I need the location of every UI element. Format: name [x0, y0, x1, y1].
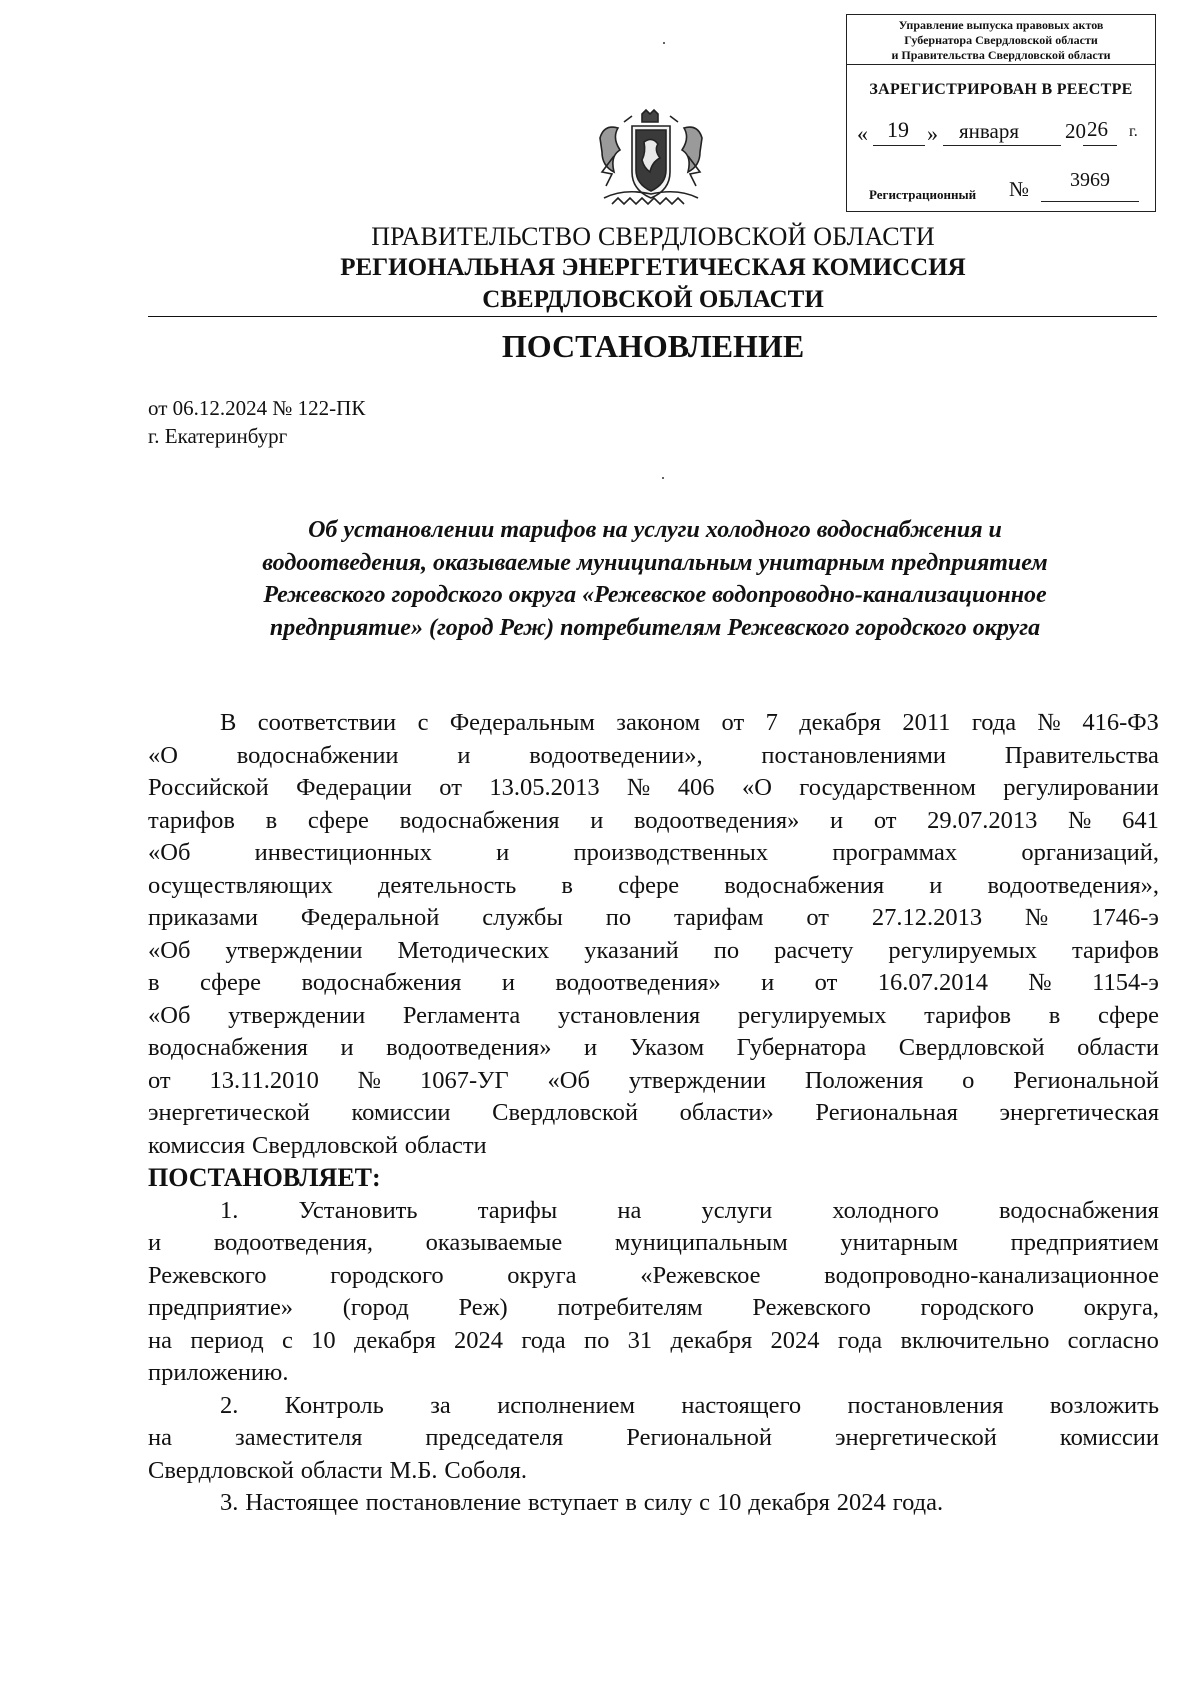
body-word: Методических	[397, 936, 550, 964]
body-word: водоснабжении	[236, 741, 399, 769]
body-word: предприятие»	[148, 1294, 294, 1321]
item-1-line	[148, 1325, 1159, 1358]
body-word: приказами	[148, 904, 259, 931]
body-word: года	[971, 709, 1017, 736]
body-word: №	[357, 1066, 382, 1094]
body-word: года.	[892, 1489, 944, 1516]
body-word: приложению.	[148, 1359, 289, 1386]
body-word: водоотведения»	[386, 1034, 552, 1061]
body-word: с	[281, 1326, 293, 1354]
body-word: 1746-э	[1091, 904, 1159, 931]
body-word: постановлениями	[761, 741, 946, 769]
document-subject	[150, 514, 1160, 644]
body-line	[148, 1000, 1159, 1033]
body-word: утверждении	[628, 1066, 766, 1094]
stamp-date-year-prefix: 20	[1065, 119, 1086, 143]
body-word: согласно	[1067, 1326, 1159, 1354]
body-word: установления	[557, 1001, 701, 1029]
item-2-line	[148, 1390, 1159, 1423]
body-word: Указом	[629, 1034, 705, 1061]
body-word: водопроводно-канализационное	[824, 1261, 1159, 1289]
body-word: 29.07.2013	[927, 806, 1038, 834]
stamp-header-line: и Правительства Свердловской области	[891, 48, 1111, 62]
body-line	[148, 935, 1159, 968]
body-word: организаций,	[1021, 839, 1159, 866]
header-divider	[148, 316, 1157, 317]
body-word: 27.12.2013	[871, 904, 983, 931]
body-word: №	[1024, 904, 1049, 931]
body-word: от	[148, 1066, 171, 1094]
body-word: 2024	[836, 1489, 886, 1516]
item-2-line	[148, 1455, 1159, 1488]
body-word: в	[1048, 1001, 1061, 1029]
body-line	[148, 870, 1159, 903]
body-word: деятельность	[377, 871, 517, 899]
body-word: от	[439, 774, 462, 801]
body-word: Свердловской	[252, 1131, 398, 1159]
body-word: и	[457, 741, 471, 769]
body-word: «О	[741, 774, 772, 801]
body-word: утверждении	[225, 936, 363, 964]
body-word: тарифов	[924, 1001, 1012, 1029]
body-line	[148, 902, 1159, 935]
body-word: в	[265, 806, 278, 834]
body-word: 2024	[454, 1326, 504, 1354]
body-word: В	[220, 709, 237, 736]
body-word: декабря	[799, 709, 881, 736]
body-word: утверждении	[228, 1001, 366, 1029]
body-word: 10	[311, 1326, 336, 1354]
body-word: 416-ФЗ	[1082, 709, 1159, 736]
body-word: сфере	[307, 806, 369, 834]
stamp-number-value: 3969	[1070, 169, 1110, 191]
body-word: и	[340, 1034, 354, 1061]
body-word: 2024	[770, 1326, 820, 1354]
body-word: от	[721, 709, 745, 736]
body-word: водоотведения»,	[987, 871, 1159, 899]
body-word: комиссия	[148, 1131, 246, 1159]
body-word: расчету	[774, 936, 854, 964]
body-word: холодного	[832, 1196, 939, 1224]
item-3-line	[148, 1487, 1159, 1520]
body-word: с	[417, 709, 429, 736]
body-word: №	[1037, 709, 1061, 736]
body-word: от	[873, 806, 897, 834]
subject-line: Об установлении тарифов на услуги холодного водоснабжения и	[308, 517, 1002, 543]
body-word: на	[148, 1424, 172, 1451]
body-word: силу	[643, 1489, 693, 1516]
body-word: настоящего	[681, 1391, 802, 1419]
body-word: оказываемые	[425, 1229, 563, 1256]
document-reference	[148, 394, 365, 450]
body-word: и	[830, 806, 844, 834]
subject-line: водоотведения, оказываемые муниципальным унитарным предприятием	[262, 549, 1048, 576]
body-line	[148, 1065, 1159, 1098]
body-word: 31	[627, 1326, 653, 1354]
body-word: Режевского	[148, 1261, 267, 1289]
body-word: 1.	[220, 1196, 239, 1224]
body-word: регулируемых	[737, 1001, 887, 1029]
body-word: энергетической	[148, 1099, 310, 1126]
body-word: указаний	[584, 936, 679, 964]
item-1-line	[148, 1260, 1159, 1293]
body-line	[148, 740, 1159, 773]
body-word: и	[929, 871, 943, 899]
body-word: Российской	[148, 774, 269, 801]
stamp-date-open-quote: «	[857, 121, 868, 146]
stamp-number-underline	[1041, 201, 1139, 202]
body-word: Региональная	[815, 1099, 958, 1126]
body-word: и	[590, 806, 604, 834]
body-word: предприятием	[1010, 1229, 1159, 1256]
body-word: на	[617, 1196, 642, 1224]
body-word: городского	[330, 1261, 444, 1289]
commission-title-line2: СВЕРДЛОВСКОЙ ОБЛАСТИ	[482, 286, 824, 313]
item-1-line	[148, 1227, 1159, 1260]
stamp-header	[847, 15, 1155, 65]
body-word: регулируемых	[888, 936, 1038, 964]
body-word: декабря	[353, 1326, 436, 1354]
document-date-number: от 06.12.2024 № 122-ПК	[148, 396, 366, 420]
body-word: инвестиционных	[254, 839, 432, 866]
body-word: в	[148, 969, 160, 996]
body-word: водоотведения»	[555, 969, 721, 996]
body-word: в	[625, 1489, 637, 1516]
item-2-line	[148, 1422, 1159, 1455]
body-word: Свердловской	[148, 1456, 294, 1484]
body-word: округа	[507, 1261, 577, 1289]
body-word: 1154-э	[1092, 969, 1159, 996]
body-word: вступает	[527, 1489, 619, 1516]
body-word: по	[713, 936, 740, 964]
document-city: г. Екатеринбург	[148, 424, 288, 448]
body-word: постановления	[847, 1391, 1004, 1419]
coat-of-arms-icon	[584, 108, 718, 216]
body-word: декабря	[748, 1489, 830, 1516]
body-word: государственном	[799, 774, 976, 801]
body-line	[148, 1097, 1159, 1130]
subject-line: Режевского городского округа «Режевское водопроводно-канализационное	[263, 582, 1047, 608]
commission-title-line1: РЕГИОНАЛЬНАЯ ЭНЕРГЕТИЧЕСКАЯ КОМИССИЯ	[340, 254, 966, 281]
body-word: и	[761, 969, 775, 996]
body-word: унитарным	[840, 1229, 959, 1256]
body-word: водоснабжения	[148, 1034, 308, 1061]
stamp-number-label: Регистрационный	[869, 187, 977, 202]
body-word: области»	[679, 1099, 774, 1126]
body-word: Установить	[298, 1196, 418, 1224]
body-word: №	[626, 774, 651, 801]
body-word: «Режевское	[640, 1261, 761, 1289]
body-word: Федеральным	[449, 709, 595, 736]
body-word: осуществляющих	[148, 871, 333, 899]
body-word: 7	[765, 709, 778, 736]
body-line	[148, 967, 1159, 1000]
body-word: области	[404, 1131, 487, 1159]
body-word: исполнением	[497, 1391, 636, 1419]
body-word: энергетическая	[999, 1099, 1159, 1126]
body-word: муниципальным	[614, 1229, 788, 1256]
body-word: 2.	[220, 1391, 239, 1419]
body-word: включительно	[900, 1326, 1050, 1354]
body-word: службы	[482, 904, 563, 931]
body-word: энергетической	[835, 1424, 997, 1451]
item-1-line	[148, 1195, 1159, 1228]
document-type-title: ПОСТАНОВЛЕНИЕ	[501, 328, 805, 364]
body-word: водоотведении»,	[529, 741, 703, 769]
body-word: водоотведения,	[213, 1229, 373, 1256]
body-line	[148, 772, 1159, 805]
body-word: в	[561, 871, 573, 899]
body-word: 3.	[220, 1489, 239, 1516]
body-word: водоснабжения	[999, 1196, 1159, 1224]
body-word: возложить	[1049, 1391, 1159, 1419]
body-word: года	[837, 1326, 883, 1354]
item-1-line	[148, 1292, 1159, 1325]
body-word: по	[605, 904, 632, 931]
body-word: Свердловской	[898, 1034, 1045, 1061]
body-word: округа,	[1083, 1294, 1159, 1321]
body-word: и	[501, 969, 515, 996]
body-word: «Об	[148, 1001, 191, 1029]
body-word: 1067-УГ	[420, 1066, 509, 1094]
item-1-line	[148, 1357, 1159, 1390]
body-line	[148, 805, 1159, 838]
body-word: водоснабжения	[724, 871, 885, 899]
body-word: заместителя	[235, 1424, 363, 1451]
body-word: комиссии	[351, 1099, 451, 1126]
body-line	[148, 707, 1159, 740]
body-word: области	[300, 1456, 383, 1484]
body-word: и	[584, 1034, 598, 1061]
stamp-header-line: Губернатора Свердловской области	[904, 33, 1098, 47]
body-word: услуги	[701, 1196, 773, 1224]
body-word: программах	[832, 839, 958, 866]
body-word: период	[190, 1326, 264, 1354]
body-word: Контроль	[284, 1391, 384, 1419]
body-word: с	[699, 1489, 710, 1516]
body-word: М.Б.	[389, 1456, 438, 1484]
scan-speck	[662, 477, 664, 479]
body-word: водоснабжения	[399, 806, 560, 834]
body-word: Настоящее	[245, 1489, 359, 1516]
body-word: городского	[920, 1294, 1034, 1321]
body-word: Режевского	[752, 1294, 871, 1321]
body-word: и	[148, 1229, 162, 1256]
body-word: сфере	[1097, 1001, 1159, 1029]
body-word: тарифы	[477, 1196, 558, 1224]
body-word: Региональной	[1013, 1066, 1159, 1094]
body-word: тарифов	[1072, 936, 1159, 964]
stamp-date-month: января	[959, 119, 1020, 143]
stamp-date-year-suffix: 26	[1087, 117, 1108, 141]
body-word: №	[1028, 969, 1052, 996]
body-word: 406	[677, 774, 715, 801]
body-word: от	[806, 904, 829, 931]
body-word: декабря	[670, 1326, 753, 1354]
body-word: Регламента	[402, 1001, 521, 1029]
body-line	[148, 837, 1159, 870]
body-word: Положения	[804, 1066, 924, 1094]
body-word: сфере	[618, 871, 680, 899]
body-word: Региональной	[626, 1424, 772, 1451]
body-word: 13.11.2010	[209, 1066, 319, 1094]
body-word: регулировании	[1003, 774, 1159, 801]
body-word: и	[496, 839, 510, 866]
body-word: Федерации	[296, 774, 412, 801]
stamp-header-line: Управление выпуска правовых актов	[898, 18, 1104, 32]
registry-stamp	[846, 14, 1156, 212]
body-word: «Об	[148, 936, 191, 964]
body-word: «О	[148, 741, 178, 769]
stamp-number-sign: №	[1009, 177, 1030, 201]
scan-speck	[663, 42, 665, 44]
body-word: Федеральной	[300, 904, 440, 931]
body-word: за	[430, 1391, 451, 1419]
body-word: 2011	[902, 709, 951, 736]
body-word: водоснабжения	[301, 969, 462, 996]
stamp-date-year-mark: г.	[1129, 123, 1138, 140]
body-word: производственных	[573, 839, 769, 866]
body-word: области	[1077, 1034, 1159, 1061]
government-title: ПРАВИТЕЛЬСТВО СВЕРДЛОВСКОЙ ОБЛАСТИ	[371, 222, 935, 251]
body-word: Реж)	[458, 1294, 508, 1321]
stamp-registered-label: ЗАРЕГИСТРИРОВАН В РЕЕСТРЕ	[869, 81, 1133, 98]
body-word: 13.05.2013	[489, 774, 600, 801]
body-word: комиссии	[1059, 1424, 1159, 1451]
document-body	[148, 707, 1159, 1520]
body-word: по	[583, 1326, 610, 1354]
body-word: 16.07.2014	[877, 969, 988, 996]
body-word: «Об	[148, 839, 191, 866]
body-word: Соболя.	[444, 1456, 528, 1484]
body-word: водоотведения»	[634, 806, 800, 834]
body-word: о	[962, 1066, 975, 1094]
body-word: (город	[342, 1294, 409, 1321]
body-word: 641	[1122, 806, 1159, 834]
stamp-date-day: 19	[887, 117, 909, 142]
body-word: председателя	[425, 1424, 564, 1451]
body-word: тарифов	[148, 806, 235, 834]
resolves-heading: ПОСТАНОВЛЯЕТ:	[148, 1163, 381, 1192]
body-word: сфере	[199, 969, 262, 996]
body-word: на	[148, 1326, 172, 1354]
body-word: законом	[616, 709, 701, 736]
body-word: соответствии	[257, 709, 397, 736]
body-word: Правительства	[1004, 741, 1159, 769]
body-line	[148, 1130, 1159, 1163]
body-word: Свердловской	[492, 1099, 638, 1126]
stamp-date	[857, 119, 1147, 153]
body-word: Губернатора	[736, 1034, 867, 1061]
subject-line: предприятие» (город Реж) потребителям Режевского городского округа	[269, 614, 1041, 641]
body-line	[148, 1032, 1159, 1065]
body-word: потребителям	[557, 1294, 703, 1321]
body-word: постановление	[365, 1489, 522, 1516]
body-word: от	[814, 969, 838, 996]
body-word: тарифам	[673, 904, 764, 931]
stamp-date-close-quote: »	[927, 121, 938, 146]
body-word: года	[521, 1326, 566, 1354]
body-word: 10	[716, 1489, 742, 1516]
body-word: №	[1068, 806, 1092, 834]
body-word: «Об	[547, 1066, 590, 1094]
